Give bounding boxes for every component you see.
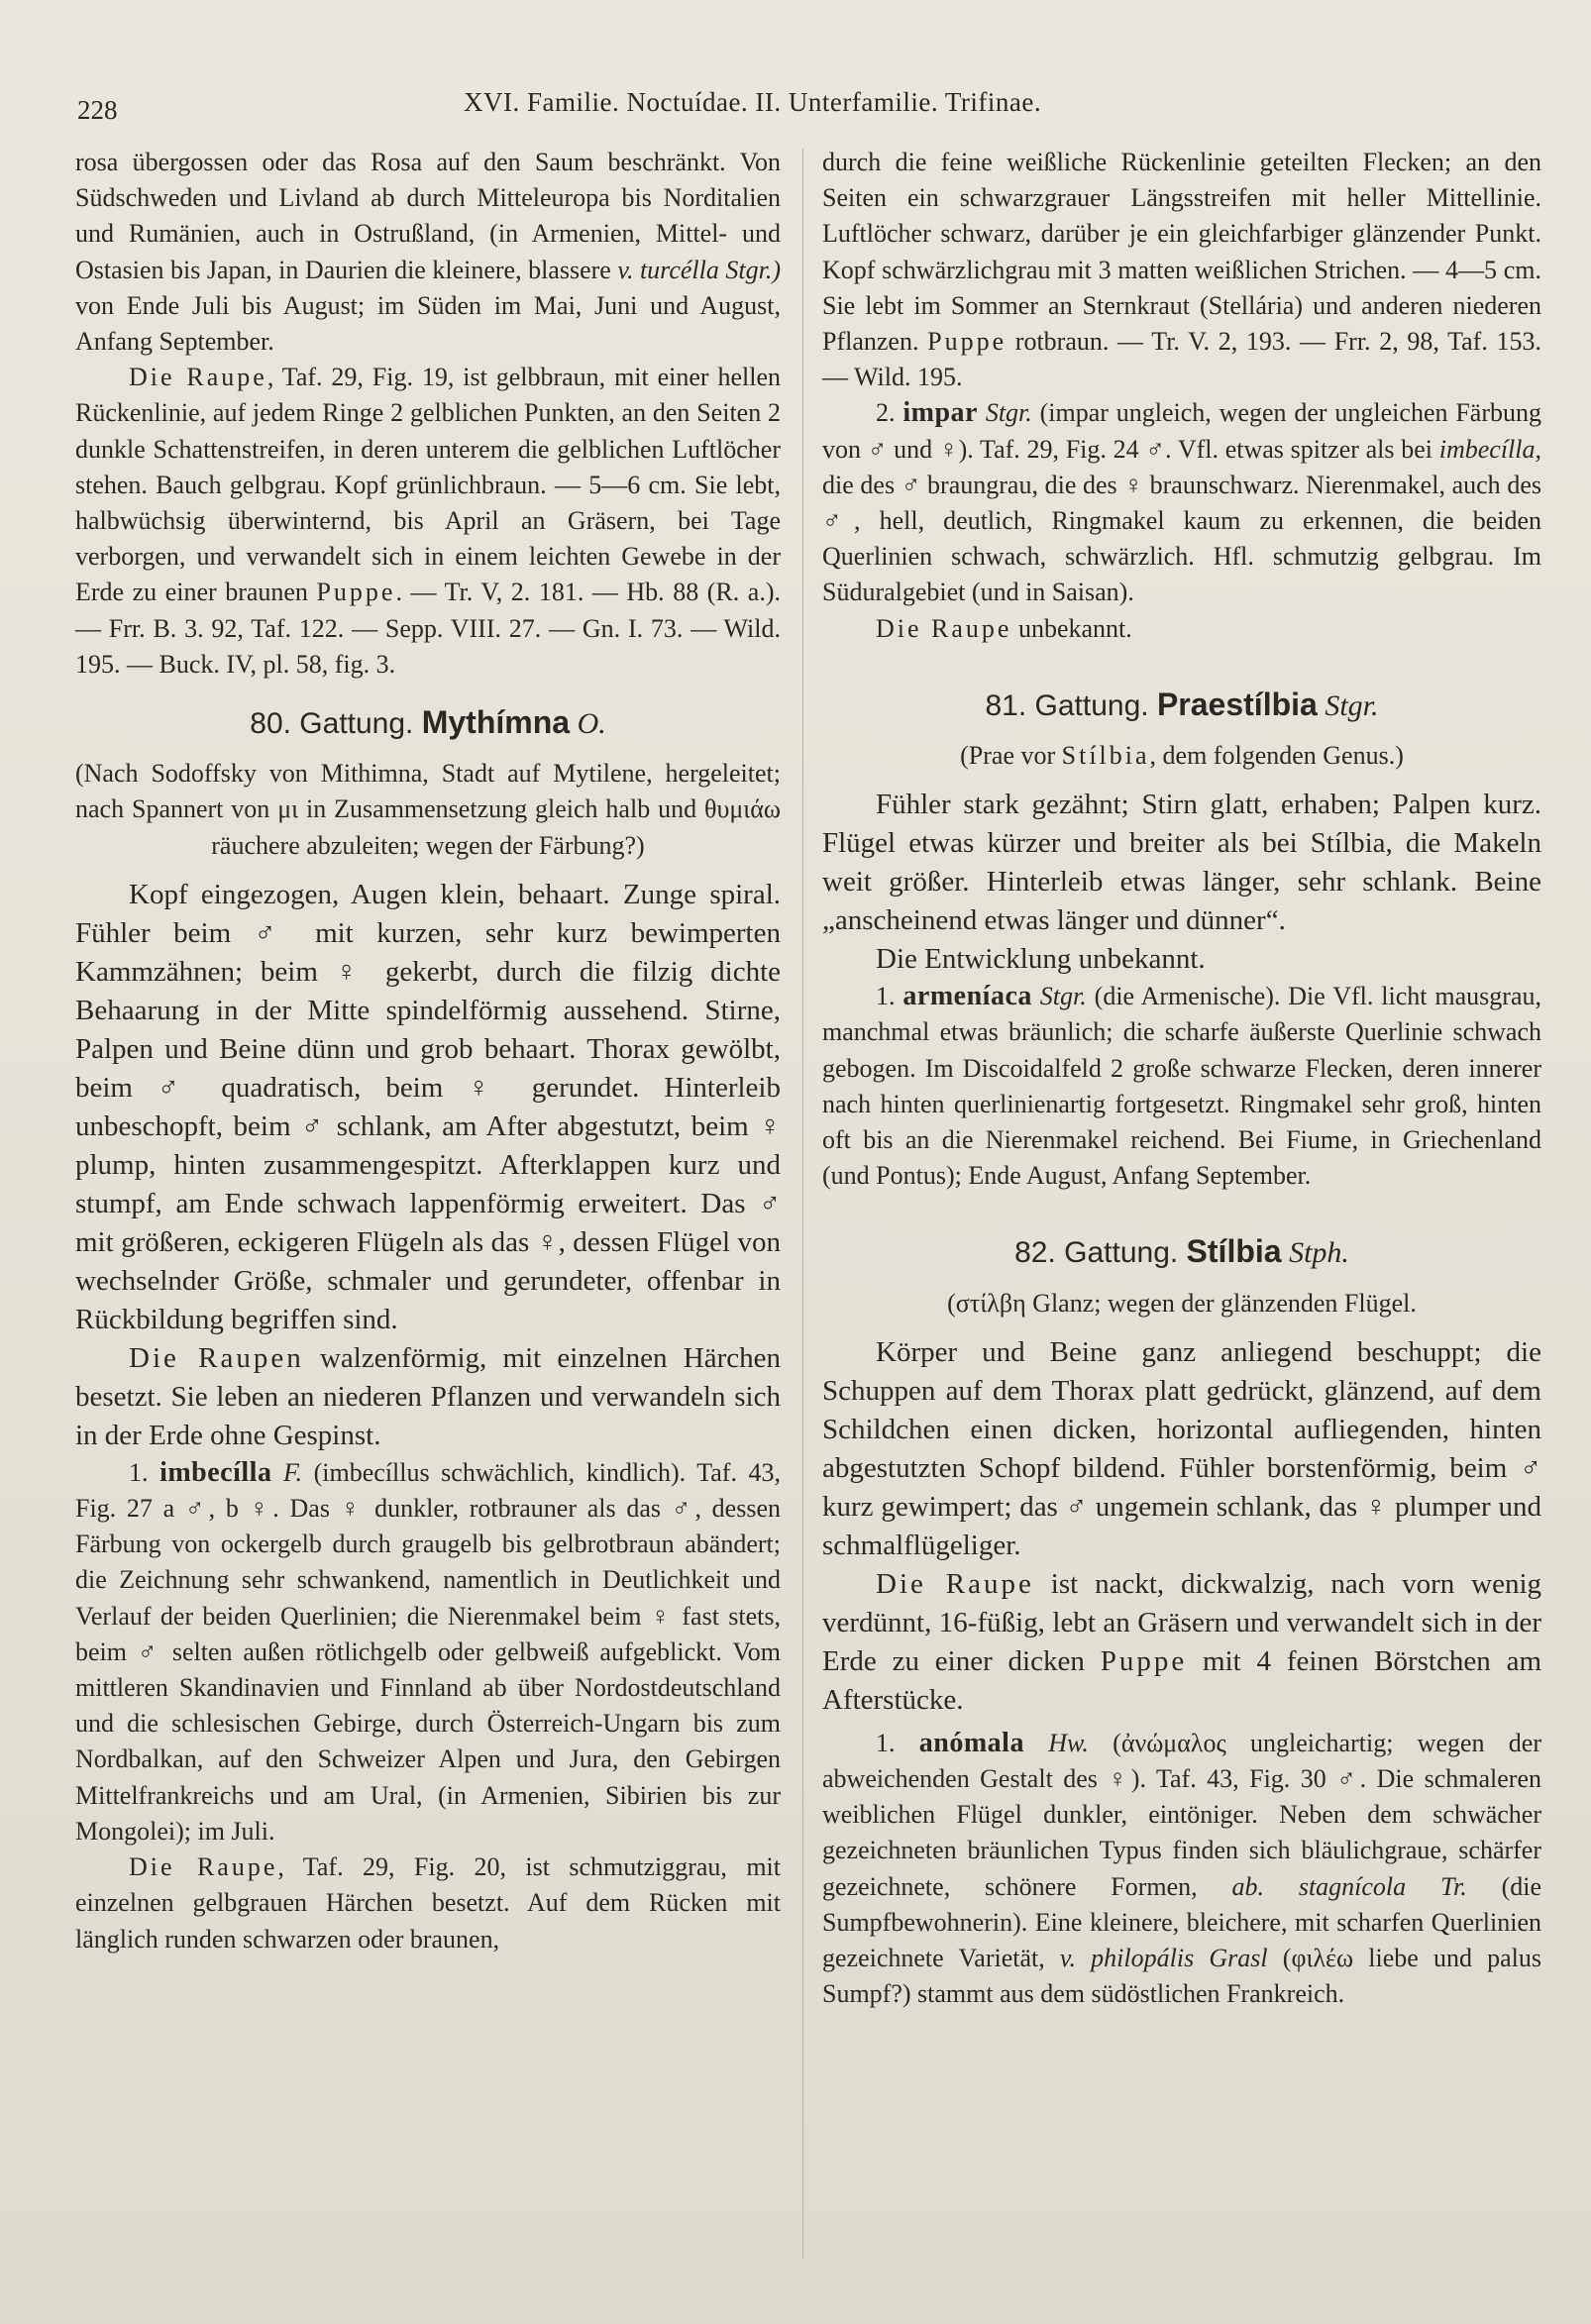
species-entry: 1. imbecílla F. (imbecíllus schwächlich, kindlich). Taf. 43, Fig. 27 a ♂, b ♀. Das ♀ dunkler, rotbrauner als das ♂, dessen Färbung von ockergelb durch graugelb bis gelbrotbraun abändert; die Zeichnung sehr schwankend, namentlich in Deutlichkeit und Verlauf der beiden Querlinien; die Nierenmakel beim ♀ fast stets, beim ♂ selten außen rötlichgelb oder gelbweiß aufgeblickt. Vom mittleren Skandinavien und Finnland ab über Nordostdeutschland und die schlesischen Gebirge, durch Österreich-Ungarn bis zum Nordbalkan, auf den Schweizer Alpen und Jura, den Gebirgen Mittelfrankreichs und am Ural, (in Armenien, Sibirien bis zur Mongolei); im Juli. (75, 1456, 782, 1846)
species-entry: 1. armeníaca Stgr. (die Armenische). Die Vfl. licht mausgrau, manchmal etwas bräunlich; die scharfe äußerste Querlinie schwach gebogen. Im Discoidalfeld 2 große schwarze Flecken, deren innerer nach hinten querlinienartig fortgesetzt. Ringmakel sehr groß, hinten oft bis an die Nierenmakel reichend. Bei Fiume, in Griechenland (und Pontus); Ende August, Anfang September. (822, 981, 1541, 1191)
genus-heading: 81. Gattung. Praestílbia Stgr. (985, 686, 1379, 722)
etymology: (στίλβη Glanz; wegen der glänzenden Flügel. (947, 1288, 1417, 1318)
page-header (77, 87, 1514, 123)
genus-heading: 80. Gattung. Mythímna O. (250, 704, 606, 741)
column-divider (802, 149, 803, 2259)
genus-description: Körper und Beine ganz anliegend beschuppt; die Schuppen auf dem Thorax platt gedrückt, glänzend, auf dem Schildchen einen dicken, horizontal aufliegenden, hinten abgestutzten Schopf bildend. Fühler borstenförmig, beim ♂ kurz gewimpert; das ♂ ungemein schlank, das ♀ plumper und schmalflügeliger. (822, 1335, 1541, 1561)
paragraph: rosa übergossen oder das Rosa auf den Saum beschränkt. Von Südschweden und Livland ab durch Mitteleuropa bis Norditalien und Rumänien, auch in Ostrußland, (in Armenien, Mittel- und Ostasien bis Japan, in Daurien die kleinere, blassere v. turcélla Stgr.) von Ende Juli bis August; im Süden im Mai, Juni und August, Anfang September. (75, 148, 781, 357)
genus-heading: 82. Gattung. Stílbia Stph. (1014, 1233, 1349, 1270)
paragraph: Die Raupe, Taf. 29, Fig. 20, ist schmutziggrau, mit einzelnen gelbgrauen Härchen besetzt. Auf dem Rücken mit länglich runden schwarzen oder braunen, (75, 1852, 781, 1954)
paragraph: Die Raupen walzenförmig, mit einzelnen Härchen besetzt. Sie leben an niederen Pflanzen und verwandeln sich in der Erde ohne Gespinst. (75, 1341, 781, 1451)
paragraph: durch die feine weißliche Rückenlinie geteilten Flecken; an den Seiten ein schwarzgrauer Längsstreifen mit heller Mittellinie. Luftlöcher schwarz, darüber je ein gleichfarbiger glänzender Punkt. Kopf schwärzlichgrau mit 3 matten weißlichen Strichen. — 4—5 cm. Sie lebt im Sommer an Sternkraut (Stellária) und anderen niederen Pflanzen. Puppe rotbraun. — Tr. V. 2, 193. — Frr. 2, 98, Taf. 153. — Wild. 195. (822, 148, 1541, 392)
etymology: (Prae vor Stílbia, dem folgenden Genus.) (960, 741, 1404, 771)
paragraph: Die Raupe ist nackt, dickwalzig, nach vorn wenig verdünnt, 16-füßig, lebt an Gräsern und verwandelt sich in der Erde zu einer dicken Puppe mit 4 feinen Börstchen am Afterstücke. (822, 1567, 1542, 1716)
running-title: XVI. Familie. Noctuídae. II. Unterfamilie. Trifinae. (464, 87, 1042, 117)
page-number: 228 (77, 95, 118, 125)
genus-description: Kopf eingezogen, Augen klein, behaart. Zunge spiral. Fühler beim ♂ mit kurzen, sehr kurz bewimperten Kammzähnen; beim ♀ gekerbt, durch die filzig dichte Behaarung in der Mitte spindelförmig aussehend. Stirne, Palpen und Beine dünn und grob behaart. Thorax gewölbt, beim ♂ quadratisch, beim ♀ gerundet. Hinterleib unbeschopft, beim ♂ schlank, am After abgestutzt, beim ♀ plump, hinten zusammengespitzt. Afterklappen kurz und stumpf, am Ende schwach lappenförmig erweitert. Das ♂ mit größeren, eckigeren Flügeln als das ♀, dessen Flügel von wechselnder Größe, schmaler und gerundeter, offenbar in Rückbildung begriffen sind. (75, 878, 781, 1335)
paragraph: Die Raupe, Taf. 29, Fig. 19, ist gelbbraun, mit einer hellen Rückenlinie, auf jedem Ringe 2 gelblichen Punkten, an den Seiten 2 dunkle Schattenstreifen, in deren unterem die gelblichen Luftlöcher stehen. Bauch gelbgrau. Kopf grünlichbraun. — 5—6 cm. Sie lebt, halbwüchsig überwinternd, bis April an Gräsern, bei Tage verborgen, und verwandelt sich in einem leichten Gewebe in der Erde zu einer braunen Puppe. — Tr. V, 2. 181. — Hb. 88 (R. a.). — Frr. B. 3. 92, Taf. 122. — Sepp. VIII. 27. — Gn. I. 73. — Wild. 195. — Buck. IV, pl. 58, fig. 3. (75, 363, 781, 679)
paragraph: Die Raupe unbekannt. (876, 613, 1132, 643)
species-entry: 1. anómala Hw. (ἀνώμαλος ungleichartig; wegen der abweichenden Gestalt des ♀). Taf. 43, Fig. 30 ♂. Die schmaleren weiblichen Flügel dunkler, eintöniger. Neben dem schwächer gezeichneten bräunlichen Typus finden sich bläulichgraue, schärfer gezeichnete, schönere Formen, ab. stagnícola Tr. (die Sumpfbewohnerin). Eine kleinere, bleichere, mit scharfen Querlinien gezeichnete Varietät, v. philopális Grasl (φιλέω liebe und palus Sumpf?) stammt aus dem südöstlichen Frankreich. (822, 1727, 1542, 2009)
etymology: (Nach Sodoffsky von Mithimna, Stadt auf Mytilene, hergeleitet; nach Spannert von μι in Zusammensetzung gleich halb und θυμιάω räuchere abzuleiten; wegen der Färbung?) (75, 759, 781, 860)
right-column (822, 145, 1541, 2013)
paragraph: Die Entwicklung unbekannt. (876, 943, 1206, 976)
species-entry: 2. impar Stgr. (impar ungleich, wegen der ungleichen Färbung von ♂ und ♀). Taf. 29, Fig. 24 ♂. Vfl. etwas spitzer als bei imbecílla, die des ♂ braungrau, die des ♀ braunschwarz. Nierenmakel, auch des ♂, hell, deutlich, Ringmakel kaum zu erkennen, die beiden Querlinien schwach, schwärzlich. Hfl. schmutzig gelbgrau. Im Süduralgebiet (und in Saisan). (822, 397, 1541, 607)
genus-description: Fühler stark gezähnt; Stirn glatt, erhaben; Palpen kurz. Flügel etwas kürzer und breiter als bei Stílbia, die Makeln weit größer. Hinterleib etwas länger, sehr schlank. Beine „anscheinend etwas länger und dünner“. (822, 789, 1541, 937)
left-column (75, 145, 781, 1957)
